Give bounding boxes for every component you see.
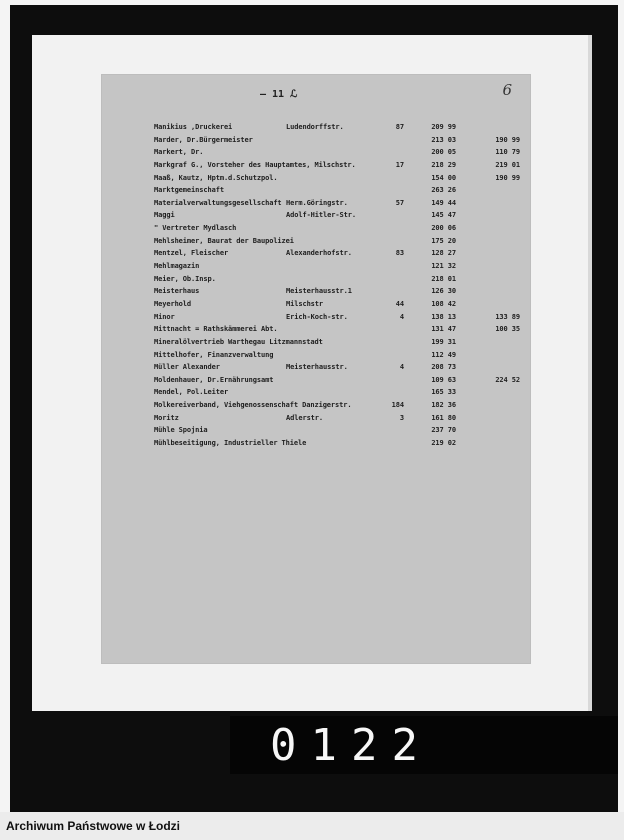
- entry-name: Maaß, Kautz, Hptm.d.Schutzpol.: [154, 173, 278, 182]
- ledger-row: [154, 426, 524, 439]
- entry-amount: 209 99: [431, 123, 456, 131]
- ledger-row: [154, 300, 524, 313]
- ledger-row: [154, 401, 524, 414]
- entry-number: 3: [399, 413, 404, 422]
- entry-name: Minor: [154, 312, 175, 321]
- ledger-row: [154, 313, 524, 326]
- ledger-row: [154, 376, 524, 389]
- ledger-row: [154, 174, 524, 187]
- entry-amount: 237 70: [431, 426, 456, 435]
- entry-name: Moritz: [154, 413, 179, 422]
- entry-amount: 126 30: [431, 287, 456, 296]
- entry-name: Mentzel, Fleischer: [154, 249, 229, 258]
- entry-name: Maggi: [154, 211, 175, 220]
- entry-amount: 165 33: [431, 388, 456, 397]
- entry-name: Mineralölvertrieb Warthegau Litzmannstadt: [154, 337, 323, 346]
- entry-amount: 208 73: [431, 363, 456, 372]
- entry-street: Adlerstr.: [286, 413, 324, 422]
- ledger-row: [154, 148, 524, 161]
- ledger-row: [154, 388, 524, 401]
- entry-street: Alexanderhofstr.: [286, 249, 352, 258]
- ledger-row: [154, 414, 524, 427]
- entry-name: Marktgemeinschaft: [154, 186, 224, 195]
- entry-amount: 145 47: [431, 211, 456, 220]
- entry-name: Materialverwaltungsgesellschaft: [154, 198, 282, 207]
- entry-name: Manikius ,Druckerei: [154, 123, 233, 131]
- entry-amount: 200 05: [431, 148, 456, 157]
- entry-name: Mittnacht = Rathskämmerei Abt.: [154, 325, 278, 334]
- entry-extra-amount: 190 99: [495, 173, 520, 182]
- entry-amount: 154 00: [431, 173, 456, 182]
- document-page: [102, 75, 530, 663]
- entry-amount: 138 13: [431, 312, 456, 321]
- archive-name: Archiwum Państwowe w Łodzi: [6, 819, 181, 833]
- ledger-row: [154, 351, 524, 364]
- ledger-row: [154, 199, 524, 212]
- entry-street: Adolf-Hitler-Str.: [286, 211, 356, 220]
- entry-street: Milschstr: [286, 299, 324, 308]
- entry-name: Markert, Dr.: [154, 148, 204, 157]
- entry-name: Meier, Ob.Insp.: [154, 274, 216, 283]
- entry-amount: 161 80: [431, 413, 456, 422]
- entry-amount: 213 03: [431, 135, 456, 144]
- entry-name: Marder, Dr.Bürgermeister: [154, 135, 253, 144]
- entry-street: Herm.Göringstr.: [286, 198, 348, 207]
- entry-name: Müller Alexander: [154, 363, 220, 372]
- entry-street: Meisterhausstr.: [286, 363, 348, 372]
- ledger-row: [154, 325, 524, 338]
- entry-number: 44: [395, 299, 404, 308]
- entry-extra-amount: 100 35: [495, 325, 520, 334]
- entry-number: 4: [399, 363, 404, 372]
- entry-number: 57: [395, 198, 404, 207]
- entry-amount: 112 49: [431, 350, 456, 359]
- ledger-row: [154, 262, 524, 275]
- entry-amount: 182 36: [431, 401, 456, 410]
- ledger-row: [154, 439, 524, 452]
- entry-street: Ludendorffstr.: [286, 123, 344, 131]
- entry-number: 4: [399, 312, 404, 321]
- entry-extra-amount: 219 01: [495, 160, 520, 169]
- entry-amount: 199 31: [431, 337, 456, 346]
- ledger-row: [154, 186, 524, 199]
- entry-name: Meyerhold: [154, 299, 192, 308]
- scan-area: [32, 35, 592, 711]
- entry-amount: 109 63: [431, 375, 456, 384]
- entry-number: 17: [395, 160, 404, 169]
- entry-street: Erich-Koch-str.: [286, 312, 348, 321]
- entry-amount: 121 32: [431, 262, 456, 271]
- entry-extra-amount: 190 99: [495, 135, 520, 144]
- entry-amount: 218 29: [431, 160, 456, 169]
- ledger-row: [154, 237, 524, 250]
- footer-bar: [0, 812, 624, 840]
- entry-name: Mehlmagazin: [154, 262, 200, 271]
- entry-name: Mittelhofer, Finanzverwaltung: [154, 350, 274, 359]
- entry-amount: 263 26: [431, 186, 456, 195]
- entry-extra-amount: 224 52: [495, 375, 520, 384]
- page-number: 6: [502, 81, 512, 99]
- microfilm-frame: [10, 5, 618, 812]
- entry-name: Markgraf G., Vorsteher des Hauptamtes, Milschstr.: [154, 160, 356, 169]
- ledger-row: [154, 363, 524, 376]
- entry-amount: 175 20: [431, 236, 456, 245]
- entry-name: Moldenhauer, Dr.Ernährungsamt: [154, 375, 274, 384]
- entry-amount: 219 02: [431, 439, 456, 448]
- entry-name: Meisterhaus: [154, 287, 200, 296]
- ledger-row: [154, 123, 524, 136]
- frame-counter: 0122: [230, 716, 618, 774]
- ledger-row: [154, 224, 524, 237]
- entry-name: Mendel, Pol.Leiter: [154, 388, 229, 397]
- entry-name: Molkereiverband, Viehgenossenschaft Danzigerstr.: [154, 401, 352, 410]
- entry-street: Meisterhausstr.1: [286, 287, 352, 296]
- entry-amount: 128 27: [431, 249, 456, 258]
- entry-amount: 218 01: [431, 274, 456, 283]
- entry-name: Mehlsheimer, Baurat der Baupolizei: [154, 236, 294, 245]
- ledger-row: [154, 161, 524, 174]
- ledger-row: [154, 136, 524, 149]
- entry-number: 87: [395, 123, 404, 131]
- entry-amount: 200 06: [431, 224, 456, 233]
- entry-amount: 131 47: [431, 325, 456, 334]
- entry-number: 184: [391, 401, 404, 410]
- entry-extra-amount: 110 79: [495, 148, 520, 157]
- ledger-row: [154, 275, 524, 288]
- ledger-row: [154, 249, 524, 262]
- entry-name: Mühle Spojnia: [154, 426, 208, 435]
- header-mark: — 11 ℒ: [260, 89, 298, 100]
- entry-name: Mühlbeseitigung, Industrieller Thiele: [154, 439, 307, 448]
- ledger-list: [154, 123, 524, 452]
- ledger-row: [154, 287, 524, 300]
- entry-amount: 149 44: [431, 198, 456, 207]
- entry-amount: 108 42: [431, 299, 456, 308]
- ledger-row: [154, 211, 524, 224]
- entry-extra-amount: 133 89: [495, 312, 520, 321]
- entry-name: " Vertreter Mydlasch: [154, 224, 237, 233]
- entry-number: 83: [395, 249, 404, 258]
- ledger-row: [154, 338, 524, 351]
